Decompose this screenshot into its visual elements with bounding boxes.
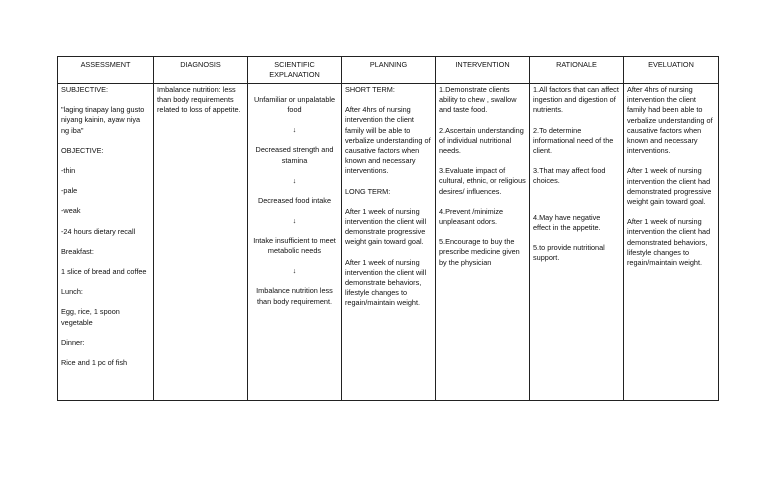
dinner-value: Rice and 1 pc of fish — [61, 358, 128, 368]
objective-label: OBJECTIVE: — [61, 145, 104, 155]
intervention-5: 5.Encourage to buy the prescribe medicine given by the physician — [439, 237, 520, 267]
scientific-step-4: Intake insufficient to meet metabolic needs — [253, 236, 336, 256]
short-term-label: SHORT TERM: — [345, 85, 395, 94]
rationale-2: 2.To determine informational need of the client. — [533, 125, 614, 156]
arrow-down-icon: ↓ — [292, 216, 297, 226]
assessment-cell — [58, 84, 154, 401]
nursing-care-plan-table — [57, 56, 719, 401]
scientific-step-2: Decreased strength and stamina — [255, 145, 334, 165]
arrow-down-icon: ↓ — [292, 125, 297, 135]
rationale-3: 3.That may affect food choices. — [533, 166, 606, 186]
scientific-step-3: Decreased food intake — [257, 195, 331, 205]
long-term-goal-1: After 1 week of nursing intervention the client will demonstrate progressive weight gain toward goal. — [345, 206, 427, 247]
scientific-explanation-cell — [248, 84, 342, 401]
intervention-4: 4.Prevent /minimize unpleasant odors. — [439, 206, 504, 227]
header-row — [58, 57, 719, 84]
content-row — [58, 84, 719, 401]
long-term-label: LONG TERM: — [345, 186, 391, 196]
long-term-goal-2: After 1 week of nursing intervention the client will demonstrate behaviors, lifestyle changes to regain/maintain weight. — [345, 257, 427, 308]
header-scientific-explanation: SCIENTIFIC EXPLANATION — [248, 57, 342, 84]
lunch-label: Lunch: — [61, 287, 83, 297]
header-diagnosis: DIAGNOSIS — [154, 57, 248, 84]
evaluation-2: After 1 week of nursing intervention the client had demonstrated progressive weight gain toward goal. — [627, 166, 712, 207]
header-rationale: RATIONALE — [530, 57, 624, 84]
evaluation-3: After 1 week of nursing intervention the client had demonstrated behaviors, lifestyle changes to regain/maintain weight. — [627, 217, 711, 268]
scientific-step-5: Imbalance nutrition less than body requirement. — [256, 286, 333, 306]
subjective-label: SUBJECTIVE: — [61, 85, 109, 94]
header-evaluation: EVELUATION — [624, 57, 719, 84]
header-planning: PLANNING — [342, 57, 436, 84]
intervention-3: 3.Evaluate impact of cultural, ethnic, or religious desires/ influences. — [439, 166, 526, 196]
arrow-down-icon: ↓ — [292, 175, 297, 185]
short-term-goal: After 4hrs of nursing intervention the client family will be able to verbalize understanding of causative factors when known and necessary interventions. — [345, 105, 431, 176]
subjective-quote: "laging tinapay lang gusto niyang kainin, ayaw niya ng iba" — [61, 105, 145, 135]
planning-cell — [342, 84, 436, 401]
evaluation-cell — [624, 84, 719, 401]
objective-thin: -thin — [61, 166, 76, 176]
rationale-1: 1.All factors that can affect ingestion and digestion of nutrients. — [533, 85, 619, 115]
rationale-cell — [530, 84, 624, 401]
dietary-recall: -24 hours dietary recall — [61, 226, 136, 236]
diagnosis-text: Imbalance nutrition: less than body requirements related to loss of appetite. — [157, 85, 241, 115]
intervention-1: 1.Demonstrate clients ability to chew , swallow and taste food. — [439, 85, 517, 115]
header-assessment: ASSESSMENT — [58, 57, 154, 84]
intervention-cell — [436, 84, 530, 401]
evaluation-1: After 4hrs of nursing intervention the client family had been able to verbalize understanding of causative factors when known and necessary interventions. — [627, 85, 713, 156]
breakfast-value: 1 slice of bread and coffee — [61, 267, 147, 277]
arrow-down-icon: ↓ — [292, 266, 297, 276]
diagnosis-cell — [154, 84, 248, 401]
rationale-4: 4.May have negative effect in the appetite. — [533, 212, 601, 232]
dinner-label: Dinner: — [61, 337, 85, 347]
rationale-5: 5.to provide nutritional support. — [533, 243, 605, 263]
scientific-step-1: Unfamiliar or unpalatable food — [253, 95, 336, 115]
header-intervention: INTERVENTION — [436, 57, 530, 84]
objective-weak: -weak — [61, 206, 81, 216]
intervention-2: 2.Ascertain understanding of individual nutritional needs. — [439, 125, 524, 156]
breakfast-label: Breakfast: — [61, 246, 94, 256]
objective-pale: -pale — [61, 186, 78, 196]
lunch-value: Egg, rice, 1 spoon vegetable — [61, 307, 120, 327]
